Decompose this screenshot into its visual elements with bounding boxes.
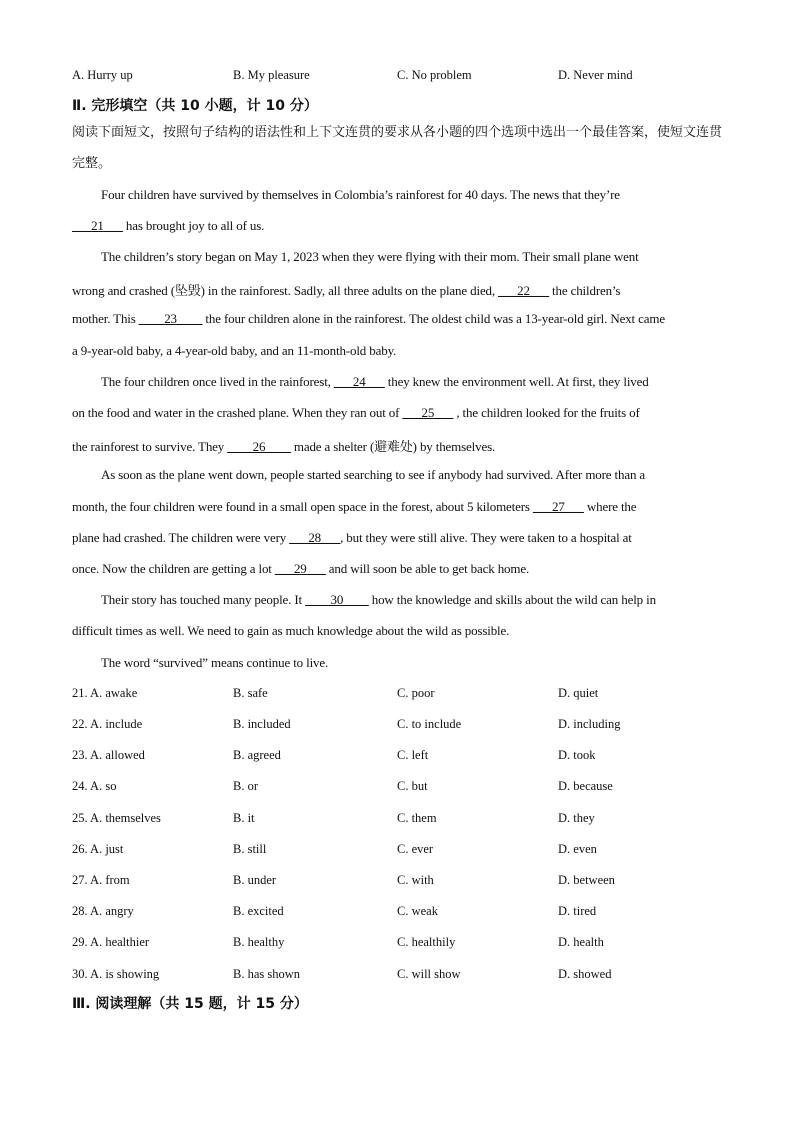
- option-c: C. ever: [397, 842, 434, 856]
- blank-24: ___24___: [333, 374, 385, 389]
- blank-28: ___28___: [289, 530, 341, 545]
- section-3-heading: Ⅲ. 阅读理解（共 15 题，计 15 分）: [72, 996, 308, 1012]
- option-d: D. quiet: [558, 686, 599, 700]
- option-d: D. Never mind: [558, 68, 633, 82]
- option-a: 28. A. angry: [72, 904, 134, 918]
- passage-line: a 9-year-old baby, a 4-year-old baby, and an 11-month-old baby.: [72, 343, 397, 358]
- option-a: 23. A. allowed: [72, 748, 145, 762]
- option-d: D. including: [558, 717, 621, 731]
- prev-question-options: [72, 68, 732, 88]
- option-b: B. it: [233, 811, 255, 825]
- option-b: B. included: [233, 717, 291, 731]
- option-d: D. showed: [558, 967, 612, 981]
- passage-line: wrong and crashed (坠毁) in the rainforest. Sadly, all three adults on the plane died, ___22___ the children’s: [72, 283, 621, 298]
- option-a: 26. A. just: [72, 842, 124, 856]
- blank-29: ___29___: [274, 561, 326, 576]
- option-b: B. excited: [233, 904, 284, 918]
- passage-line: ___21___ has brought joy to all of us.: [72, 218, 265, 233]
- option-b: B. My pleasure: [233, 68, 310, 82]
- option-a: 25. A. themselves: [72, 811, 161, 825]
- option-a: A. Hurry up: [72, 68, 133, 82]
- question-options: [72, 967, 732, 987]
- option-d: D. tired: [558, 904, 597, 918]
- question-options: [72, 935, 732, 955]
- question-options: [72, 811, 732, 831]
- option-a: 22. A. include: [72, 717, 143, 731]
- passage-line: difficult times as well. We need to gain as much knowledge about the wild as possible.: [72, 623, 510, 638]
- option-a: 21. A. awake: [72, 686, 138, 700]
- option-c: C. poor: [397, 686, 435, 700]
- question-options: [72, 748, 732, 768]
- option-a: 24. A. so: [72, 779, 117, 793]
- passage-line: As soon as the plane went down, people started searching to see if anybody had survived. After more than a: [101, 467, 646, 482]
- passage-line: mother. This ____23____ the four children alone in the rainforest. The oldest child was a 13-year-old girl. Next came: [72, 311, 665, 326]
- option-d: D. they: [558, 811, 595, 825]
- option-a: 30. A. is showing: [72, 967, 160, 981]
- option-c: C. to include: [397, 717, 462, 731]
- blank-22: ___22___: [498, 283, 549, 298]
- option-b: B. safe: [233, 686, 268, 700]
- option-d: D. because: [558, 779, 613, 793]
- option-c: C. them: [397, 811, 437, 825]
- section-2-instruction: 阅读下面短文，按照句子结构的语法性和上下文连贯的要求从各小题的四个选项中选出一个最佳答案，使短文连贯完整。: [72, 125, 723, 171]
- option-d: D. took: [558, 748, 596, 762]
- question-options: [72, 686, 732, 706]
- passage-line: plane had crashed. The children were very ___28___, but they were still alive. They were taken to a hospital at: [72, 530, 632, 545]
- blank-27: ___27___: [532, 499, 584, 514]
- blank-30: ____30____: [305, 592, 369, 607]
- question-options: [72, 842, 732, 862]
- blank-21: ___21___: [72, 218, 123, 233]
- passage-line: month, the four children were found in a small open space in the forest, about 5 kilometers ___27___ where the: [72, 499, 637, 514]
- passage-line: on the food and water in the crashed plane. When they ran out of ___25___ , the children looked for the fruits of: [72, 405, 640, 420]
- option-b: B. agreed: [233, 748, 281, 762]
- option-d: D. even: [558, 842, 597, 856]
- option-c: C. healthily: [397, 935, 456, 949]
- passage-line: Their story has touched many people. It ____30____ how the knowledge and skills about the wild can help in: [101, 592, 656, 607]
- option-b: B. still: [233, 842, 267, 856]
- option-b: B. has shown: [233, 967, 301, 981]
- option-a: 27. A. from: [72, 873, 130, 887]
- question-options: [72, 717, 732, 737]
- option-b: B. healthy: [233, 935, 285, 949]
- blank-26: ____26____: [227, 439, 291, 454]
- question-options: [72, 873, 732, 893]
- option-d: D. between: [558, 873, 615, 887]
- vocabulary-note: The word “survived” means continue to live.: [101, 655, 329, 670]
- option-c: C. with: [397, 873, 434, 887]
- passage-line: once. Now the children are getting a lot ___29___ and will soon be able to get back home.: [72, 561, 530, 576]
- option-d: D. health: [558, 935, 604, 949]
- option-b: B. under: [233, 873, 277, 887]
- blank-25: ___25___: [402, 405, 454, 420]
- option-a: 29. A. healthier: [72, 935, 150, 949]
- passage-line: The four children once lived in the rainforest, ___24___ they knew the environment well. At first, they lived: [101, 374, 649, 389]
- option-c: C. but: [397, 779, 428, 793]
- passage-line: Four children have survived by themselves in Colombia’s rainforest for 40 days. The news that they’re: [101, 187, 620, 202]
- option-c: C. No problem: [397, 68, 472, 82]
- option-c: C. will show: [397, 967, 461, 981]
- option-c: C. weak: [397, 904, 438, 918]
- passage-line: the rainforest to survive. They ____26____ made a shelter (避难处) by themselves.: [72, 439, 496, 454]
- section-2-heading: Ⅱ. 完形填空（共 10 小题，计 10 分）: [72, 98, 318, 114]
- passage-line: The children’s story began on May 1, 2023 when they were flying with their mom. Their small plane went: [101, 249, 639, 264]
- option-b: B. or: [233, 779, 258, 793]
- question-options: [72, 779, 732, 799]
- blank-23: ____23____: [138, 311, 203, 326]
- option-c: C. left: [397, 748, 429, 762]
- question-options: [72, 904, 732, 924]
